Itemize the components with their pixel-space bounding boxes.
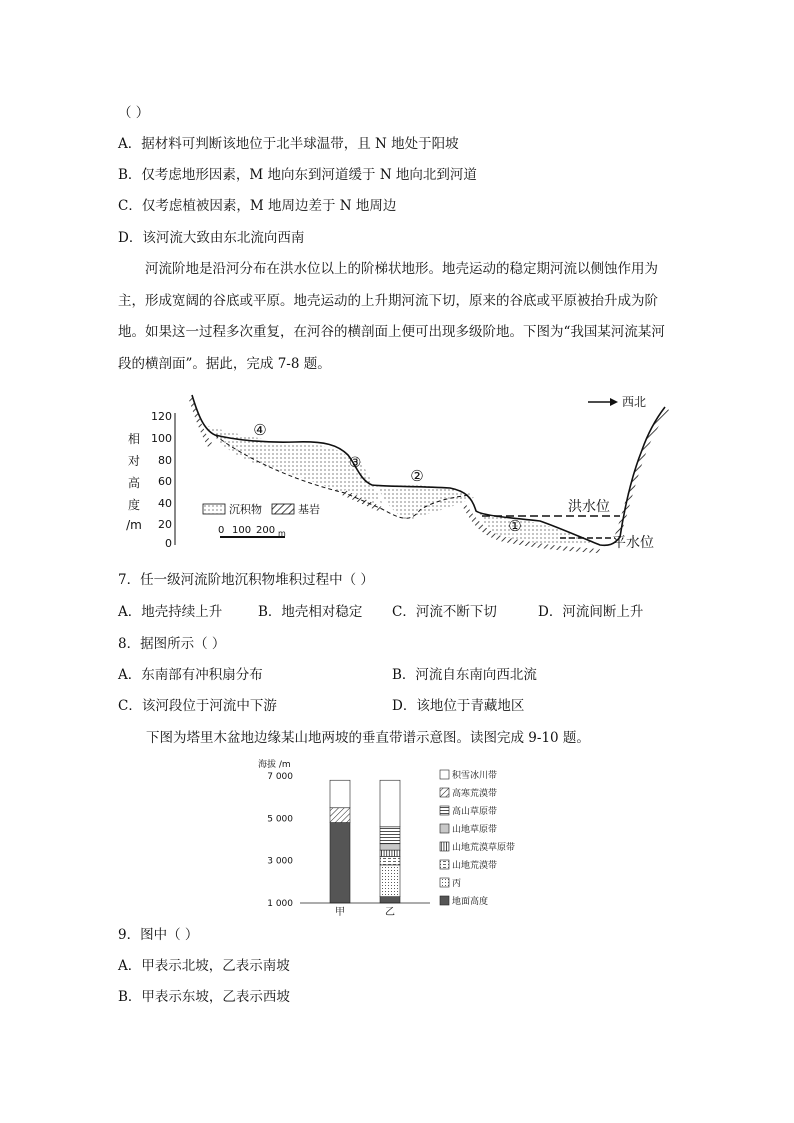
legend-swatch <box>440 896 449 905</box>
legend-label: 山地草原带 <box>452 825 498 835</box>
ylabel-char: 相 <box>127 432 141 446</box>
terrace-label-1: ① <box>508 517 522 535</box>
option-6a: A．据材料可判断该地位于北半球温带，且 N 地处于阳坡 <box>118 136 459 152</box>
legend-label: 积雪冰川带 <box>452 771 498 781</box>
y-tick-label: 1 000 <box>267 899 293 909</box>
ytick: 80 <box>158 454 172 467</box>
passage-river-terraces: 河流阶地是沿河分布在洪水位以上的阶梯状地形。地壳运动的稳定期河流以侧蚀作用为主，形成宽阔的谷底或平原。地壳运动的上升期河流下切，原来的谷底或平原被抬升成为阶地。如果这一过程多次重复，在河谷的横剖面上便可出现多级阶地。下图为“我国某河流某河段的横剖面”。据此，完成 7-8 题。 <box>118 261 665 372</box>
option-7d: D．河流间断上升 <box>538 604 644 620</box>
ylabel-char: /m <box>126 518 142 532</box>
zone-segment <box>380 780 400 827</box>
chart-ylabel: 海拔 /m <box>258 760 291 770</box>
option-7c: C．河流不断下切 <box>392 604 497 620</box>
ylabel-char: 对 <box>127 454 141 468</box>
ytick: 100 <box>151 432 172 445</box>
flood-level-label: 洪水位 <box>568 499 610 515</box>
category-label: 乙 <box>385 907 395 918</box>
scale-200: 200 <box>256 525 276 536</box>
question-6-paren: （ ） <box>118 105 150 121</box>
legend-label: 山地荒漠带 <box>452 861 498 871</box>
zone-segment <box>330 808 350 823</box>
legend-swatch <box>440 878 449 887</box>
question-9-stem: 9．图中（ ） <box>118 927 199 943</box>
vertical-zonation-chart <box>258 758 548 918</box>
direction-label: 西北 <box>622 395 647 409</box>
option-8c: C．该河段位于河流中下游 <box>118 698 277 714</box>
passage-tarim-intro: 下图为塔里木盆地边缘某山地两坡的垂直带谱示意图。读图完成 9-10 题。 <box>146 730 590 746</box>
option-8b: B．河流自东南向西北流 <box>392 667 537 683</box>
legend-deposit-swatch <box>203 504 225 514</box>
river-cross-section-figure <box>120 385 680 565</box>
legend-swatch <box>440 842 449 851</box>
legend-bedrock-swatch <box>272 504 294 514</box>
ytick: 20 <box>158 518 172 531</box>
deposit-terrace-2 <box>375 484 475 521</box>
legend-swatch <box>440 824 449 833</box>
zone-segment <box>330 780 350 808</box>
option-6c: C．仅考虑植被因素，M 地周边差于 N 地周边 <box>118 198 397 214</box>
question-7-stem: 7．任一级河流阶地沉积物堆积过程中（ ） <box>118 572 374 588</box>
terrace-label-2: ② <box>410 467 424 485</box>
legend-label: 地面高度 <box>452 897 489 907</box>
legend-label: 山地荒漠草原带 <box>452 843 516 853</box>
zone-segment <box>380 827 400 844</box>
scale-0: 0 <box>218 525 225 536</box>
ylabel-char: 度 <box>127 498 141 512</box>
y-tick-label: 7 000 <box>267 772 293 782</box>
option-8d: D．该地位于青藏地区 <box>392 698 525 714</box>
bedrock-left-slope <box>188 395 212 447</box>
zone-segment <box>380 856 400 864</box>
zone-segment <box>380 865 400 897</box>
category-label: 甲 <box>335 907 345 918</box>
y-tick-label: 5 000 <box>267 814 293 825</box>
y-tick-label: 3 000 <box>267 856 293 867</box>
option-9a: A．甲表示北坡，乙表示南坡 <box>118 958 290 974</box>
option-9b: B．甲表示东坡，乙表示西坡 <box>118 989 290 1005</box>
legend-bedrock-label: 基岩 <box>298 503 320 516</box>
option-6b: B．仅考虑地形因素，M 地向东到河道缓于 N 地向北到河道 <box>118 167 477 183</box>
zone-segment <box>380 850 400 856</box>
question-8-stem: 8．据图所示（ ） <box>118 636 226 652</box>
terrain-surface <box>192 395 665 545</box>
ytick: 60 <box>158 475 172 488</box>
legend-swatch <box>440 770 449 779</box>
scale-unit: m <box>278 529 286 538</box>
scale-100: 100 <box>232 525 252 536</box>
legend-label: 丙 <box>452 879 462 889</box>
option-7a: A．地壳持续上升 <box>118 604 223 620</box>
legend-label: 高山草原带 <box>452 807 498 817</box>
legend-swatch <box>440 806 449 815</box>
terrace-label-4: ④ <box>253 421 267 439</box>
legend-label: 高寒荒漠带 <box>452 789 498 799</box>
option-6d: D．该河流大致由东北流向西南 <box>118 230 305 246</box>
option-8a: A．东南部有冲积扇分布 <box>118 667 263 683</box>
ytick: 120 <box>151 410 172 423</box>
normal-level-label: 平水位 <box>612 535 654 551</box>
zone-segment <box>380 844 400 850</box>
legend-deposit-label: 沉积物 <box>229 503 262 516</box>
ylabel-char: 高 <box>127 476 141 490</box>
ytick: 40 <box>158 497 172 510</box>
zone-segment <box>380 897 400 903</box>
legend-swatch <box>440 860 449 869</box>
arrow-head-icon <box>610 398 618 406</box>
terrace-label-3: ③ <box>348 455 362 471</box>
ytick: 0 <box>165 537 172 550</box>
legend-swatch <box>440 788 449 797</box>
zone-segment <box>330 823 350 903</box>
option-7b: B．地壳相对稳定 <box>258 604 363 620</box>
